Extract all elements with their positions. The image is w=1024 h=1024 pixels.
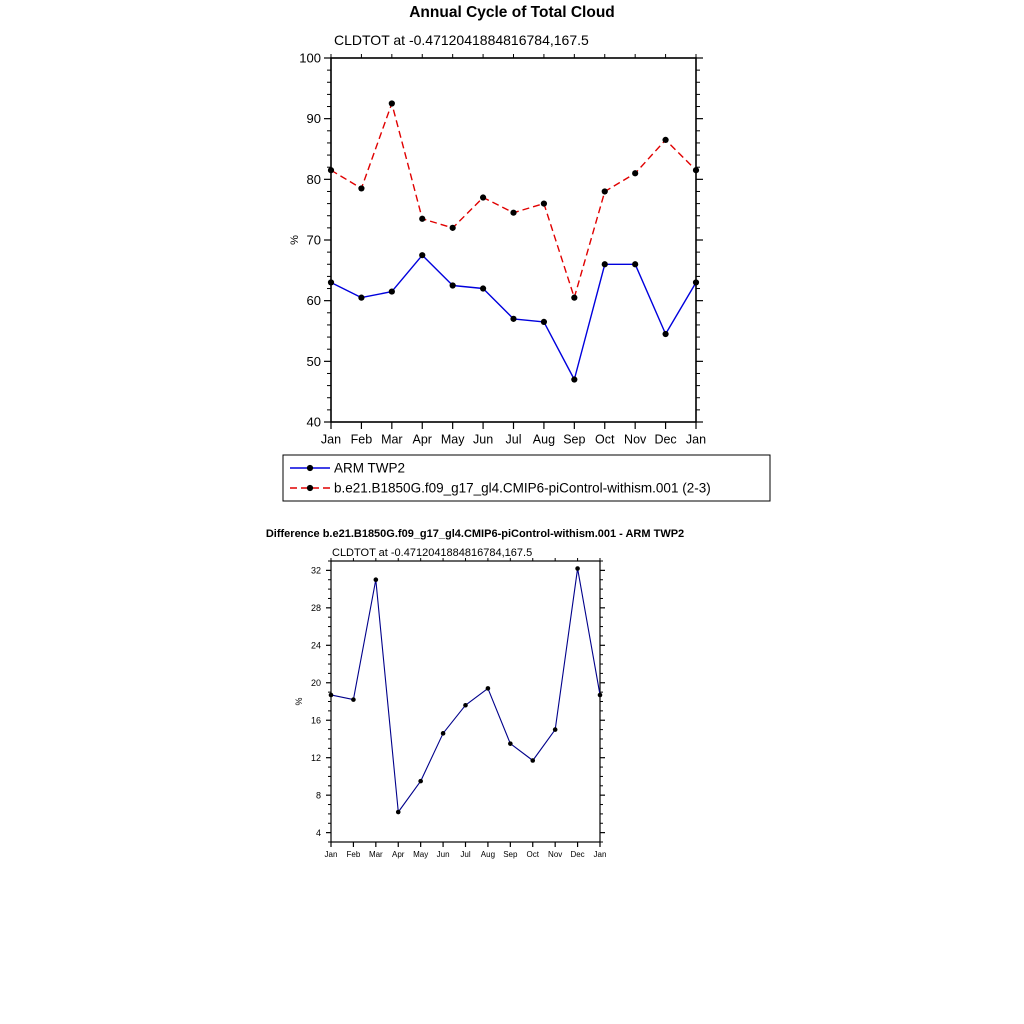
y-tick-label: 60 xyxy=(306,293,321,309)
data-point-marker xyxy=(571,376,577,382)
data-point-marker xyxy=(480,285,486,291)
x-tick-label: Nov xyxy=(548,850,563,859)
y-tick-label: 16 xyxy=(310,715,321,726)
data-point-marker xyxy=(328,279,334,285)
x-tick-label: Aug xyxy=(532,432,556,447)
series-line-1 xyxy=(331,104,696,298)
chart2-subtitle: CLDTOT at -0.4712041884816784,167.5 xyxy=(332,547,533,559)
data-point-marker xyxy=(450,282,456,288)
y-tick-label: 80 xyxy=(306,171,321,187)
data-point-marker xyxy=(602,188,608,194)
data-point-marker xyxy=(598,693,603,698)
x-tick-label: Feb xyxy=(346,850,361,859)
legend-sample-marker xyxy=(307,465,313,471)
data-point-marker xyxy=(632,170,638,176)
x-tick-label: Jul xyxy=(460,850,471,859)
legend-label: ARM TWP2 xyxy=(334,460,406,476)
data-point-marker xyxy=(693,167,699,173)
x-tick-label: May xyxy=(413,850,429,859)
x-tick-label: Jun xyxy=(473,432,494,447)
chart1-subtitle: CLDTOT at -0.4712041884816784,167.5 xyxy=(334,32,589,48)
data-point-marker xyxy=(480,194,486,200)
data-point-marker xyxy=(486,686,491,691)
data-point-marker xyxy=(419,252,425,258)
data-point-marker xyxy=(662,331,668,337)
x-tick-label: Jan xyxy=(320,432,342,447)
data-point-marker xyxy=(441,731,446,736)
x-tick-label: Sep xyxy=(563,432,586,447)
chart2-title: Difference b.e21.B1850G.f09_g17_gl4.CMIP6-piControl-withism.001 - ARM TWP2 xyxy=(265,528,685,540)
data-point-marker xyxy=(328,167,334,173)
data-point-marker xyxy=(418,779,423,784)
y-tick-label: 20 xyxy=(310,677,321,688)
data-point-marker xyxy=(419,216,425,222)
data-point-marker xyxy=(632,261,638,267)
data-point-marker xyxy=(508,741,513,746)
data-point-marker xyxy=(396,810,401,815)
x-tick-label: Oct xyxy=(595,432,615,447)
y-tick-label: 12 xyxy=(310,752,321,763)
data-point-marker xyxy=(693,279,699,285)
y-tick-label: 70 xyxy=(306,232,321,248)
data-point-marker xyxy=(358,185,364,191)
data-point-marker xyxy=(389,288,395,294)
data-point-marker xyxy=(351,697,356,702)
x-tick-label: Jun xyxy=(436,850,450,859)
y-tick-label: 8 xyxy=(315,790,321,801)
data-point-marker xyxy=(389,100,395,106)
data-point-marker xyxy=(450,225,456,231)
y-tick-label: 40 xyxy=(306,414,321,430)
legend-label: b.e21.B1850G.f09_g17_gl4.CMIP6-piControl-withism.001 (2-3) xyxy=(334,480,711,496)
y-tick-label: 90 xyxy=(306,111,321,127)
x-tick-label: Mar xyxy=(381,432,403,447)
x-tick-label: Apr xyxy=(412,432,432,447)
x-tick-label: Jul xyxy=(505,432,522,447)
data-point-marker xyxy=(510,210,516,216)
y-tick-label: 24 xyxy=(310,640,321,651)
series-line-0 xyxy=(331,569,600,813)
x-tick-label: Oct xyxy=(526,850,539,859)
x-tick-label: Jan xyxy=(324,850,338,859)
x-tick-label: Nov xyxy=(624,432,647,447)
data-point-marker xyxy=(358,295,364,301)
y-tick-label: 4 xyxy=(315,827,321,838)
x-tick-label: Sep xyxy=(503,850,518,859)
x-tick-label: Dec xyxy=(654,432,677,447)
x-tick-label: Jan xyxy=(593,850,607,859)
data-point-marker xyxy=(374,577,379,582)
y-axis-label: % xyxy=(294,697,304,706)
data-point-marker xyxy=(510,316,516,322)
data-point-marker xyxy=(541,201,547,207)
x-tick-label: Aug xyxy=(480,850,496,859)
x-tick-label: Jan xyxy=(685,432,707,447)
data-point-marker xyxy=(602,261,608,267)
legend-sample-marker xyxy=(307,485,313,491)
data-point-marker xyxy=(329,693,334,698)
chart1-title: Annual Cycle of Total Cloud xyxy=(409,4,615,21)
y-tick-label: 28 xyxy=(310,602,321,613)
data-point-marker xyxy=(662,137,668,143)
data-point-marker xyxy=(553,727,558,732)
x-tick-label: May xyxy=(440,432,465,447)
y-tick-label: 100 xyxy=(299,50,321,66)
x-tick-label: Apr xyxy=(392,850,405,859)
x-tick-label: Mar xyxy=(368,850,383,859)
data-point-marker xyxy=(575,566,580,571)
x-tick-label: Feb xyxy=(350,432,373,447)
data-point-marker xyxy=(541,319,547,325)
data-point-marker xyxy=(530,758,535,763)
x-tick-label: Dec xyxy=(570,850,585,859)
data-point-marker xyxy=(463,703,468,708)
y-axis-label: % xyxy=(289,235,301,245)
y-tick-label: 32 xyxy=(310,565,321,576)
axis-frame xyxy=(331,58,696,422)
y-tick-label: 50 xyxy=(306,353,321,369)
data-point-marker xyxy=(571,295,577,301)
